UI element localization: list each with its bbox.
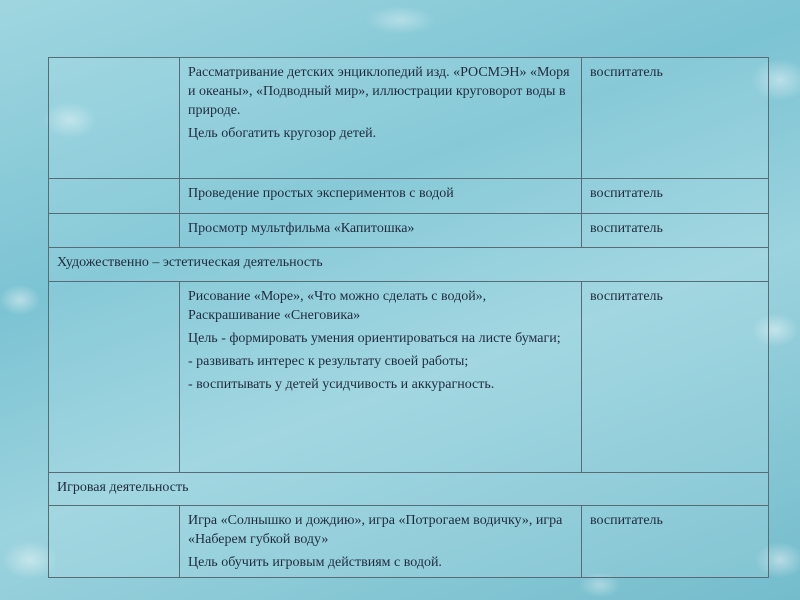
activity-text: Просмотр мультфильма «Капитошка» xyxy=(188,221,415,236)
activity-goal: Цель обогатить кругозор детей. xyxy=(188,126,377,141)
activity-cell xyxy=(180,179,582,214)
activity-text: Проведение простых экспериментов с водой xyxy=(188,186,454,201)
activity-text: Игра «Солнышко и дождию», игра «Потрогаем водичку», игра «Наберем губкой воду» xyxy=(188,513,563,547)
activities-table xyxy=(48,57,769,578)
empty-cell xyxy=(49,58,180,179)
activity-cell xyxy=(180,58,582,179)
activity-text: Рассматривание детских энциклопедий изд. «РОСМЭН» «Моря и океаны», «Подводный мир», иллюстрации круговорот воды в природе. xyxy=(188,65,570,118)
section-title: Игровая деятельность xyxy=(49,473,769,506)
activity-cell xyxy=(180,214,582,248)
table-row xyxy=(49,58,769,179)
table-row xyxy=(49,179,769,214)
activity-text: Рисование «Море», «Что можно сделать с водой», Раскрашивание «Снеговика» xyxy=(188,289,487,323)
empty-cell xyxy=(49,179,180,214)
table-row xyxy=(49,506,769,578)
responsible-cell: воспитатель xyxy=(582,214,769,248)
table-row xyxy=(49,214,769,248)
activity-goal: - воспитывать у детей усидчивость и аккурагность. xyxy=(188,377,495,392)
activity-goal: - развивать интерес к результату своей работы; xyxy=(188,354,469,369)
activity-cell xyxy=(180,282,582,473)
activity-goal: Цель обучить игровым действиям с водой. xyxy=(188,555,442,570)
responsible-cell: воспитатель xyxy=(582,179,769,214)
section-row xyxy=(49,248,769,282)
section-row xyxy=(49,473,769,506)
responsible-cell: воспитатель xyxy=(582,282,769,473)
responsible-cell: воспитатель xyxy=(582,58,769,179)
table-row xyxy=(49,282,769,473)
responsible-cell: воспитатель xyxy=(582,506,769,578)
section-title: Художественно – эстетическая деятельность xyxy=(49,248,769,282)
empty-cell xyxy=(49,282,180,473)
activity-cell xyxy=(180,506,582,578)
empty-cell xyxy=(49,214,180,248)
activity-goal: Цель - формировать умения ориентироваться на листе бумаги; xyxy=(188,331,561,346)
empty-cell xyxy=(49,506,180,578)
